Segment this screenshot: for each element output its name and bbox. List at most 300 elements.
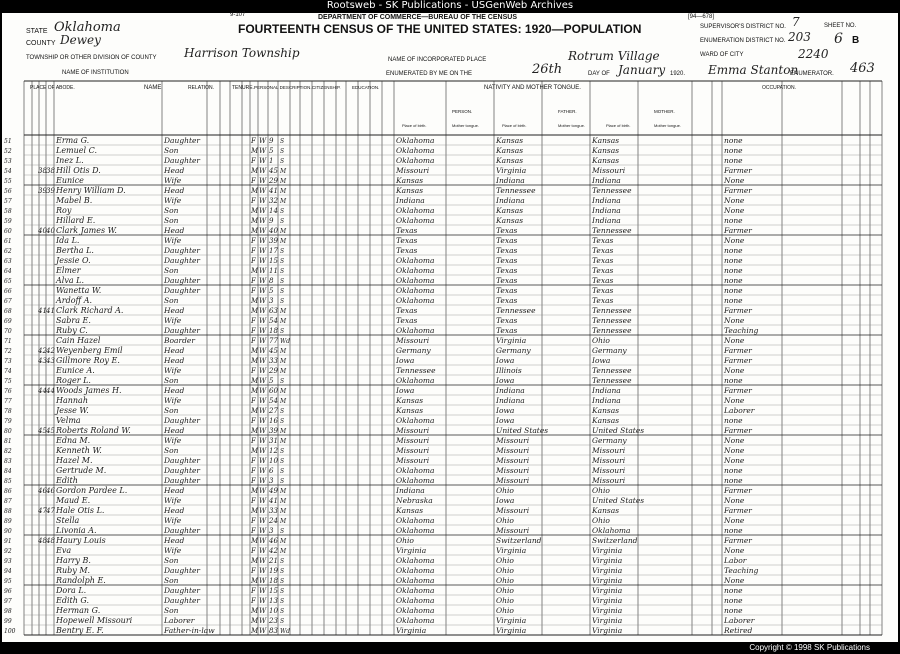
sex: F — [251, 367, 256, 375]
occupation: None — [724, 396, 745, 405]
birthplace: Kansas — [396, 186, 424, 195]
race: W — [259, 457, 267, 465]
age: 14 — [269, 207, 278, 215]
mother-birthplace: Virginia — [592, 606, 623, 615]
race: W — [259, 217, 267, 225]
father-birthplace: Missouri — [496, 476, 530, 485]
line-number: 66 — [4, 288, 12, 295]
marital-status: M — [280, 348, 287, 355]
mother-birthplace: Missouri — [592, 166, 626, 175]
family-number: 42 — [46, 347, 55, 355]
race: W — [259, 167, 267, 175]
person-name: Jessie O. — [56, 256, 91, 265]
birthplace: Iowa — [396, 356, 415, 365]
day-of-label: DAY OF — [588, 71, 610, 77]
marital-status: M — [280, 428, 287, 435]
person-name: Jesse W. — [56, 406, 89, 415]
father-birthplace: Virginia — [496, 546, 527, 555]
marital-status: Wd — [280, 628, 291, 635]
birthplace: Oklahoma — [396, 596, 435, 605]
marital-status: M — [280, 198, 287, 205]
mother-birthplace: Texas — [592, 246, 614, 255]
person-name: Ida L. — [56, 236, 80, 245]
age: 45 — [269, 347, 278, 355]
father-birthplace: Missouri — [496, 436, 530, 445]
person-name: Ardoff A. — [56, 296, 93, 305]
line-number: 52 — [4, 148, 12, 155]
age: 77 — [269, 337, 278, 345]
mother-birthplace: Virginia — [592, 556, 623, 565]
relation: Son — [164, 206, 179, 215]
occupation: none — [724, 246, 743, 255]
line-number: 83 — [4, 458, 12, 465]
mother-birthplace: Ohio — [592, 486, 610, 495]
dwelling-number: 43 — [38, 357, 47, 365]
col-mother: MOTHER. — [654, 109, 675, 114]
occupation: none — [724, 146, 743, 155]
father-birthplace: Iowa — [496, 406, 515, 415]
father-birthplace: Virginia — [496, 616, 527, 625]
col-occupation: OCCUPATION. — [762, 85, 796, 91]
occupation: None — [724, 576, 745, 585]
birthplace: Virginia — [396, 546, 427, 555]
person-name: Sabra E. — [56, 316, 91, 325]
relation: Daughter — [164, 596, 200, 605]
age: 33 — [269, 507, 278, 515]
birthplace: Oklahoma — [396, 146, 435, 155]
relation: Wife — [164, 236, 182, 245]
state-value: Oklahoma — [54, 20, 121, 35]
mother-birthplace: Texas — [592, 296, 614, 305]
relation: Head — [164, 356, 185, 365]
sex: M — [251, 537, 259, 545]
sex: M — [251, 207, 259, 215]
line-number: 89 — [4, 518, 12, 525]
race: W — [259, 467, 267, 475]
col-name: NAME — [144, 85, 162, 91]
relation: Daughter — [164, 156, 200, 165]
line-number: 84 — [4, 468, 12, 475]
birthplace: Germany — [396, 346, 431, 355]
relation: Head — [164, 226, 185, 235]
age: 3 — [269, 527, 274, 535]
person-name: Eva — [56, 546, 72, 555]
marital-status: S — [280, 468, 285, 475]
person-name: Edna M. — [56, 436, 91, 445]
dwelling-number: 45 — [38, 427, 47, 435]
race: W — [259, 407, 267, 415]
family-number: 44 — [46, 387, 55, 395]
occupation: none — [724, 256, 743, 265]
sex: F — [251, 397, 256, 405]
race: W — [259, 157, 267, 165]
birthplace: Oklahoma — [396, 156, 435, 165]
birthplace: Missouri — [396, 456, 430, 465]
birthplace: Oklahoma — [396, 566, 435, 575]
father-birthplace: Ohio — [496, 486, 514, 495]
race: W — [259, 447, 267, 455]
occupation: None — [724, 316, 745, 325]
occupation: None — [724, 456, 745, 465]
marital-status: Wd — [280, 338, 291, 345]
line-number: 63 — [4, 258, 12, 265]
relation: Head — [164, 186, 185, 195]
relation: Wife — [164, 496, 182, 505]
age: 16 — [269, 417, 278, 425]
marital-status: M — [280, 548, 287, 555]
marital-status: M — [280, 368, 287, 375]
sex: F — [251, 137, 256, 145]
col-pob-person: Place of birth. — [402, 123, 427, 128]
person-name: Clark Richard A. — [56, 306, 124, 315]
age: 8 — [269, 277, 274, 285]
family-number: 39 — [46, 187, 55, 195]
mother-birthplace: Virginia — [592, 566, 623, 575]
mother-birthplace: Ohio — [592, 516, 610, 525]
birthplace: Texas — [396, 236, 418, 245]
age: 13 — [269, 597, 278, 605]
stamp-number: 2240 — [798, 47, 829, 61]
mother-birthplace: Tennessee — [592, 326, 632, 335]
person-name: Maud E. — [56, 496, 91, 505]
age: 1 — [269, 157, 274, 165]
race: W — [259, 287, 267, 295]
person-name: Hale Otis L. — [56, 506, 105, 515]
person-name: Harry B. — [56, 556, 91, 565]
sex: F — [251, 257, 256, 265]
marital-status: M — [280, 488, 287, 495]
line-number: 94 — [4, 568, 12, 575]
marital-status: S — [280, 328, 285, 335]
person-name: Edith G. — [56, 596, 90, 605]
form-code: 9-107 — [230, 12, 246, 18]
sex: F — [251, 467, 256, 475]
line-number: 60 — [4, 228, 12, 235]
person-name: Erma G. — [56, 136, 90, 145]
age: 18 — [269, 577, 278, 585]
sex: M — [251, 217, 259, 225]
marital-status: S — [280, 568, 285, 575]
institution-label: NAME OF INSTITUTION — [62, 70, 129, 76]
occupation: None — [724, 206, 745, 215]
birthplace: Oklahoma — [396, 476, 435, 485]
marital-status: S — [280, 588, 285, 595]
father-birthplace: Texas — [496, 246, 518, 255]
marital-status: S — [280, 138, 285, 145]
person-name: Hill Otis D. — [56, 166, 101, 175]
person-name: Alva L. — [56, 276, 85, 285]
race: W — [259, 147, 267, 155]
father-birthplace: Illinois — [496, 366, 522, 375]
line-number: 99 — [4, 618, 12, 625]
father-birthplace: Texas — [496, 326, 518, 335]
birthplace: Oklahoma — [396, 526, 435, 535]
margin-note: 463 — [850, 61, 875, 76]
person-name: Elmer — [56, 266, 81, 275]
sex: M — [251, 357, 259, 365]
state-label: STATE — [26, 28, 48, 35]
race: W — [259, 527, 267, 535]
line-number: 78 — [4, 408, 12, 415]
line-number: 75 — [4, 378, 12, 385]
race: W — [259, 577, 267, 585]
line-number: 74 — [4, 368, 12, 375]
relation: Daughter — [164, 326, 200, 335]
occupation: none — [724, 286, 743, 295]
relation: Son — [164, 406, 179, 415]
sex: F — [251, 567, 256, 575]
enumerator-label: ENUMERATOR. — [790, 71, 834, 77]
person-name: Bertha L. — [56, 246, 94, 255]
marital-status: M — [280, 438, 287, 445]
occupation: none — [724, 416, 743, 425]
race: W — [259, 567, 267, 575]
sex: M — [251, 557, 259, 565]
birthplace: Missouri — [396, 446, 430, 455]
marital-status: S — [280, 288, 285, 295]
race: W — [259, 257, 267, 265]
race: W — [259, 307, 267, 315]
race: W — [259, 507, 267, 515]
age: 15 — [269, 587, 278, 595]
age: 45 — [269, 167, 278, 175]
mother-birthplace: Ohio — [592, 336, 610, 345]
father-birthplace: Iowa — [496, 496, 515, 505]
township-label: TOWNSHIP OR OTHER DIVISION OF COUNTY — [26, 55, 157, 61]
sex: F — [251, 457, 256, 465]
line-number: 58 — [4, 208, 12, 215]
race: W — [259, 437, 267, 445]
race: W — [259, 237, 267, 245]
sex: F — [251, 157, 256, 165]
birthplace: Oklahoma — [396, 136, 435, 145]
age: 83 — [269, 627, 278, 635]
sex: M — [251, 427, 259, 435]
occupation: None — [724, 516, 745, 525]
person-name: Dora L. — [56, 586, 87, 595]
marital-status: S — [280, 378, 285, 385]
marital-status: S — [280, 158, 285, 165]
father-birthplace: Texas — [496, 226, 518, 235]
mother-birthplace: Germany — [592, 346, 627, 355]
occupation: None — [724, 366, 745, 375]
person-name: Edith — [56, 476, 78, 485]
occupation: none — [724, 376, 743, 385]
father-birthplace: Kansas — [496, 146, 524, 155]
occupation: None — [724, 546, 745, 555]
sex: F — [251, 277, 256, 285]
person-name: Henry William D. — [56, 186, 126, 195]
birthplace: Texas — [396, 316, 418, 325]
father-birthplace: Texas — [496, 316, 518, 325]
birthplace: Oklahoma — [396, 286, 435, 295]
relation: Head — [164, 506, 185, 515]
person-name: Cain Hazel — [56, 336, 101, 345]
dwelling-number: 38 — [38, 167, 47, 175]
line-number: 95 — [4, 578, 12, 585]
marital-status: S — [280, 618, 285, 625]
age: 49 — [269, 487, 278, 495]
father-birthplace: Kansas — [496, 206, 524, 215]
father-birthplace: Ohio — [496, 606, 514, 615]
occupation: none — [724, 216, 743, 225]
relation: Head — [164, 486, 185, 495]
occupation: Teaching — [724, 326, 759, 335]
line-number: 88 — [4, 508, 12, 515]
father-birthplace: Kansas — [496, 136, 524, 145]
age: 63 — [269, 307, 278, 315]
mother-birthplace: Oklahoma — [592, 526, 631, 535]
marital-status: S — [280, 558, 285, 565]
line-number: 98 — [4, 608, 12, 615]
birthplace: Kansas — [396, 176, 424, 185]
father-birthplace: Ohio — [496, 516, 514, 525]
person-name: Kenneth W. — [56, 446, 102, 455]
sex: M — [251, 407, 259, 415]
line-number: 81 — [4, 438, 12, 445]
person-name: Weyenberg Emil — [56, 346, 123, 355]
father-birthplace: Texas — [496, 296, 518, 305]
mother-birthplace: Virginia — [592, 596, 623, 605]
relation: Son — [164, 376, 179, 385]
person-name: Ruby M. — [56, 566, 91, 575]
age: 5 — [269, 377, 274, 385]
birthplace: Oklahoma — [396, 276, 435, 285]
father-birthplace: Tennessee — [496, 306, 536, 315]
dwelling-number: 46 — [38, 487, 47, 495]
person-name: Hillard E. — [56, 216, 96, 225]
race: W — [259, 417, 267, 425]
marital-status: M — [280, 168, 287, 175]
relation: Daughter — [164, 476, 200, 485]
sex: M — [251, 147, 259, 155]
mother-birthplace: Kansas — [592, 506, 620, 515]
line-number: 54 — [4, 168, 12, 175]
sex: F — [251, 177, 256, 185]
ed-value: 203 — [788, 30, 811, 44]
age: 10 — [269, 607, 278, 615]
father-birthplace: Missouri — [496, 526, 530, 535]
occupation: Farmer — [724, 226, 752, 235]
relation: Father-in-law — [164, 626, 215, 635]
person-name: Eunice — [56, 176, 84, 185]
father-birthplace: Iowa — [496, 356, 515, 365]
relation: Son — [164, 146, 179, 155]
col-tongue-person: Mother tongue. — [452, 123, 479, 128]
relation: Head — [164, 426, 185, 435]
person-name: Roberts Roland W. — [56, 426, 131, 435]
birthplace: Oklahoma — [396, 606, 435, 615]
line-number: 91 — [4, 538, 12, 545]
birthplace: Nebraska — [396, 496, 433, 505]
mother-birthplace: Texas — [592, 266, 614, 275]
occupation: Farmer — [724, 486, 752, 495]
relation: Son — [164, 576, 179, 585]
relation: Wife — [164, 366, 182, 375]
birthplace: Texas — [396, 306, 418, 315]
race: W — [259, 597, 267, 605]
occupation: Farmer — [724, 426, 752, 435]
relation: Head — [164, 346, 185, 355]
relation: Son — [164, 556, 179, 565]
sex: F — [251, 317, 256, 325]
father-birthplace: Ohio — [496, 586, 514, 595]
copyright-bar — [0, 642, 900, 654]
mother-birthplace: Iowa — [592, 356, 611, 365]
line-number: 53 — [4, 158, 12, 165]
occupation: None — [724, 436, 745, 445]
relation: Daughter — [164, 286, 200, 295]
relation: Daughter — [164, 586, 200, 595]
mother-birthplace: Germany — [592, 436, 627, 445]
line-number: 55 — [4, 178, 12, 185]
county-value: Dewey — [60, 33, 101, 47]
mother-birthplace: Kansas — [592, 136, 620, 145]
father-birthplace: Texas — [496, 256, 518, 265]
place-label: NAME OF INCORPORATED PLACE — [388, 57, 487, 63]
mother-birthplace: Tennessee — [592, 226, 632, 235]
sex: M — [251, 387, 259, 395]
census-title: FOURTEENTH CENSUS OF THE UNITED STATES: 1920—POPULATION — [238, 22, 642, 36]
father-birthplace: Texas — [496, 286, 518, 295]
race: W — [259, 487, 267, 495]
father-birthplace: Virginia — [496, 336, 527, 345]
occupation: None — [724, 336, 745, 345]
marital-status: S — [280, 268, 285, 275]
sex: F — [251, 327, 256, 335]
father-birthplace: Indiana — [496, 176, 525, 185]
mother-birthplace: Kansas — [592, 406, 620, 415]
race: W — [259, 557, 267, 565]
sex: M — [251, 307, 259, 315]
sex: F — [251, 547, 256, 555]
person-name: Hazel M. — [56, 456, 93, 465]
relation: Daughter — [164, 416, 200, 425]
race: W — [259, 367, 267, 375]
father-birthplace: Virginia — [496, 166, 527, 175]
marital-status: M — [280, 318, 287, 325]
marital-status: M — [280, 238, 287, 245]
birthplace: Oklahoma — [396, 466, 435, 475]
sex: F — [251, 197, 256, 205]
birthplace: Ohio — [396, 536, 414, 545]
mother-birthplace: Virginia — [592, 586, 623, 595]
mother-birthplace: Texas — [592, 256, 614, 265]
marital-status: S — [280, 208, 285, 215]
occupation: Teaching — [724, 566, 759, 575]
occupation: none — [724, 596, 743, 605]
dwelling-number: 41 — [38, 307, 47, 315]
birthplace: Indiana — [396, 196, 425, 205]
birthplace: Missouri — [396, 336, 430, 345]
race: W — [259, 357, 267, 365]
marital-status: S — [280, 248, 285, 255]
marital-status: M — [280, 308, 287, 315]
birthplace: Iowa — [396, 386, 415, 395]
sex: F — [251, 247, 256, 255]
line-number: 65 — [4, 278, 12, 285]
relation: Wife — [164, 436, 182, 445]
age: 29 — [269, 177, 278, 185]
relation: Son — [164, 446, 179, 455]
marital-status: S — [280, 258, 285, 265]
occupation: none — [724, 136, 743, 145]
sex: M — [251, 447, 259, 455]
father-birthplace: Ohio — [496, 576, 514, 585]
enumeration-day: 26th — [532, 62, 563, 77]
age: 18 — [269, 327, 278, 335]
birthplace: Indiana — [396, 486, 425, 495]
